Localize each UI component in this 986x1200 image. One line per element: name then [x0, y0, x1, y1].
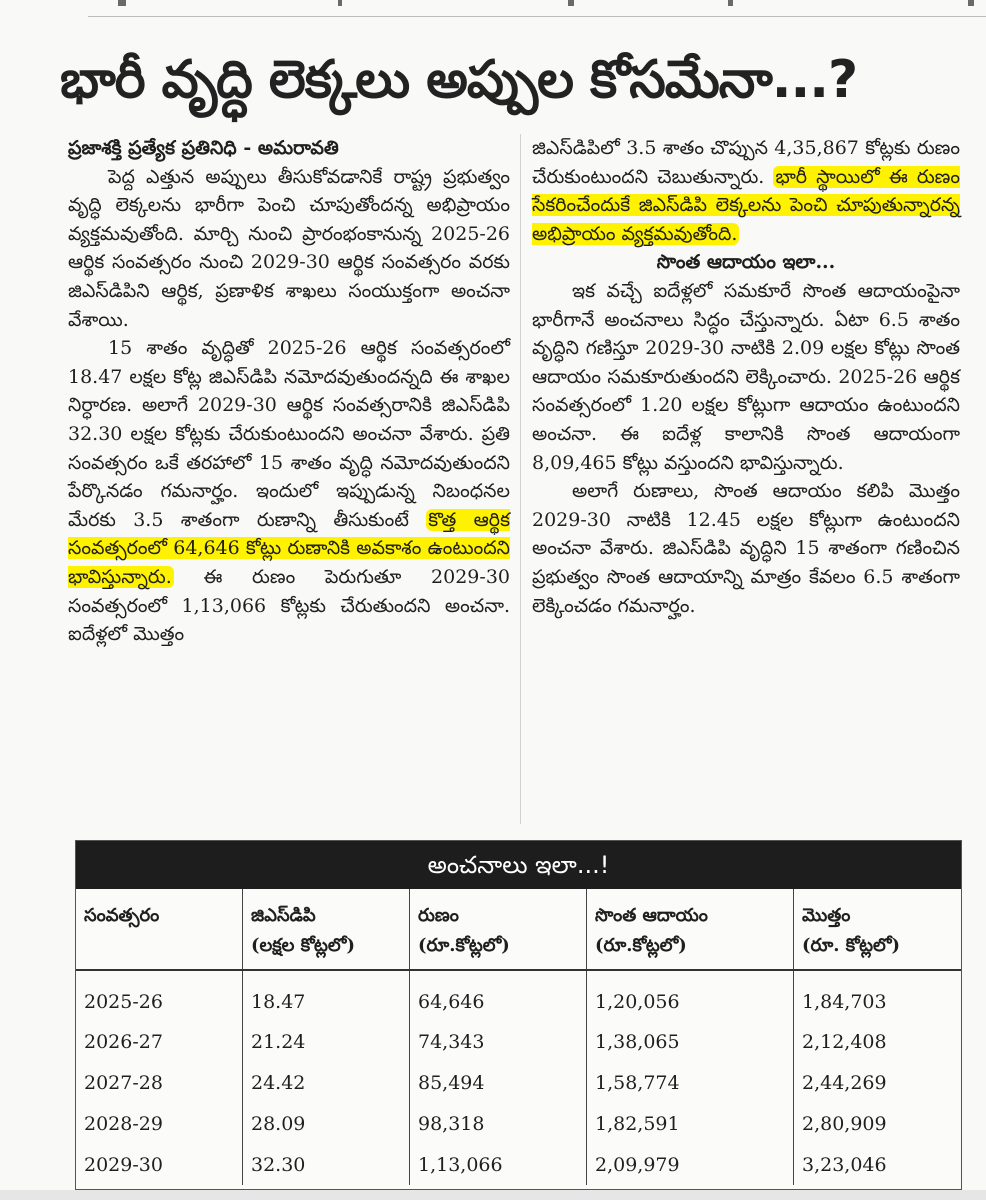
- cell-loan: 74,343: [410, 1021, 587, 1062]
- table-row: [76, 1144, 961, 1185]
- cell-loan: 98,318: [410, 1103, 587, 1144]
- cell-year: 2027-28: [76, 1062, 243, 1103]
- cell-year: 2026-27: [76, 1021, 243, 1062]
- cell-year: 2025-26: [76, 970, 243, 1021]
- cell-gsdp: 24.42: [243, 1062, 410, 1103]
- bottom-edge: [0, 1190, 986, 1200]
- cell-loan: 85,494: [410, 1062, 587, 1103]
- header-gsdp-unit: (లక్షల కోట్లలో): [251, 935, 355, 956]
- header-own-revenue-unit: (రూ.కోట్లలో): [595, 935, 687, 956]
- cell-loan: 1,13,066: [410, 1144, 587, 1185]
- header-year: [76, 889, 243, 970]
- cell-year: 2029-30: [76, 1144, 243, 1185]
- paragraph-3: ఇక వచ్చే ఐదేళ్లలో సమకూరే సొంత ఆదాయంపైనా భారీగానే అంచనాలు సిద్ధం చేస్తున్నారు. ఏటా 6.5 శాతం వృద్ధిని గణిస్తూ 2029-30 నాటికి 2.09 లక్షల కోట్లు సొంత ఆదాయం సమకూరుతుందని లెక్కించారు. 2025-26 ఆర్థిక సంవత్సరంలో 1.20 లక్షల కోట్లుగా ఆదాయం ఉంటుందని అంచనా. ఈ ఐదేళ్ల కాలానికి సొంత ఆదాయంగా 8,09,465 కోట్లు వస్తుందని భావిస్తున్నారు.: [532, 279, 960, 474]
- estimates-table: [76, 889, 961, 1185]
- cell-own-revenue: 1,58,774: [587, 1062, 794, 1103]
- header-total-unit: (రూ. కోట్లలో): [802, 935, 901, 956]
- cell-total: 1,84,703: [802, 991, 887, 1013]
- paragraph-4: అలాగే రుణాలు, సొంత ఆదాయం కలిపి మొత్తం 2029-30 నాటికి 12.45 లక్షల కోట్లుగా ఉంటుందని అంచనా వేశారు. జిఎస్‌డిపి వృద్ధిని 15 శాతంగా గణించిన ప్రభుత్వం సొంత ఆదాయాన్ని మాత్రం కేవలం 6.5 శాతంగా లెక్కించడం గమనార్హం.: [532, 480, 960, 617]
- header-own-revenue: [587, 889, 794, 970]
- table-row: [76, 1021, 961, 1062]
- cell-own-revenue: 1,20,056: [587, 970, 794, 1021]
- header-year-label: సంవత్సరం: [84, 905, 160, 926]
- cell-total: 2,44,269: [802, 1071, 887, 1094]
- article-column-right: [532, 134, 960, 620]
- cell-own-revenue: 2,09,979: [587, 1144, 794, 1185]
- header-total-label: మొత్తం: [802, 905, 851, 926]
- top-border-rule: [88, 0, 986, 17]
- highlighted-text-loan: కొత్త ఆర్థిక సంవత్సరంలో 64,646 కోట్లు రుణానికి అవకాశం ఉంటుందని భావిస్తున్నారు.: [68, 508, 510, 588]
- paragraph-2-text: 15 శాతం వృద్ధితో 2025-26 ఆర్థిక సంవత్సరంలో 18.47 లక్షల కోట్ల జిఎస్‌డిపి నమోదవుతుందన్నది ఈ శాఖల నిర్ధారణ. అలాగే 2029-30 ఆర్థిక సంవత్సరానికి జిఎస్‌డిపి 32.30 లక్షల కోట్లకు చేరుకుంటుందని అంచనా వేశారు. ప్రతి సంవత్సరం ఒకే తరహాలో 15 శాతం వృద్ధి నమోదవుతుందని పేర్కొనడం గమనార్హం. ఇందులో ఇప్పుడున్న నిబంధనల మేరకు 3.5 శాతంగా రుణాన్ని తీసుకుంటే: [68, 337, 510, 531]
- header-loan: [410, 889, 587, 970]
- paragraph-continued: [532, 134, 960, 248]
- continued-text: జిఎస్‌డిపిలో 3.5 శాతం చొప్పున 4,35,867 కోట్లకు రుణం చేరుకుంటుందని చెబుతున్నారు.: [532, 137, 960, 188]
- cell-own-revenue: 1,38,065: [587, 1021, 794, 1062]
- estimates-table-box: [75, 840, 962, 1190]
- cell-gsdp: 21.24: [243, 1021, 410, 1062]
- header-gsdp-label: జిఎస్‌డిపి: [251, 905, 316, 926]
- cell-gsdp: 28.09: [243, 1103, 410, 1144]
- table-header-row: [76, 889, 961, 970]
- table-row: [76, 1103, 961, 1144]
- header-total: [794, 889, 962, 970]
- subheading-own-revenue: సొంత ఆదాయం ఇలా...: [656, 251, 836, 274]
- paragraph-1: పెద్ద ఎత్తున అప్పులు తీసుకోవడానికే రాష్ట్ర ప్రభుత్వం వృద్ధి లెక్కలను భారీగా పెంచి చూపుతోందన్న అభిప్రాయం వ్యక్తమవుతోంది. మార్చి నుంచి ప్రారంభంకానున్న 2025-26 ఆర్థిక సంవత్సరం నుంచి 2029-30 ఆర్థిక సంవత్సరం వరకు జిఎస్‌డిపిని ఆర్థిక, ప్రణాళిక శాఖలు సంయుక్తంగా అంచనా వేశాయి.: [68, 165, 510, 331]
- cell-gsdp: 18.47: [243, 970, 410, 1021]
- header-loan-label: రుణం: [418, 905, 459, 926]
- header-own-revenue-label: సొంత ఆదాయం: [595, 905, 708, 926]
- table-row: [76, 970, 961, 1021]
- table-row: [76, 1062, 961, 1103]
- article-column-left: [68, 134, 510, 649]
- headline: భారీ వృద్ధి లెక్కలు అప్పుల కోసమేనా...?: [60, 50, 858, 110]
- byline: ప్రజాశక్తి ప్రత్యేక ప్రతినిధి - అమరావతి: [68, 137, 339, 159]
- highlighted-text-gsdp: భారీ స్థాయిలో ఈ రుణం సేకరించేందుకే జిఎస్‌డిపి లెక్కలను పెంచి చూపుతున్నారన్న అభిప్రాయం వ్యక్తమవుతోంది.: [532, 165, 960, 245]
- cell-gsdp: 32.30: [243, 1144, 410, 1185]
- cell-total: 2,12,408: [802, 1030, 887, 1053]
- column-divider: [520, 134, 521, 824]
- header-gsdp: [243, 889, 410, 970]
- cell-total: 3,23,046: [802, 1153, 887, 1176]
- cell-loan: 64,646: [410, 970, 587, 1021]
- cell-year: 2028-29: [76, 1103, 243, 1144]
- paragraph-2: [68, 334, 510, 649]
- header-loan-unit: (రూ.కోట్లలో): [418, 935, 510, 956]
- table-title: అంచనాలు ఇలా...!: [76, 841, 961, 889]
- cell-total: 2,80,909: [802, 1112, 887, 1135]
- cell-own-revenue: 1,82,591: [587, 1103, 794, 1144]
- paragraph-2-tail: ఈ రుణం పెరుగుతూ 2029-30 సంవత్సరంలో 1,13,066 కోట్లకు చేరుతుందని అంచనా. ఐదేళ్లలో మొత్తం: [68, 565, 510, 646]
